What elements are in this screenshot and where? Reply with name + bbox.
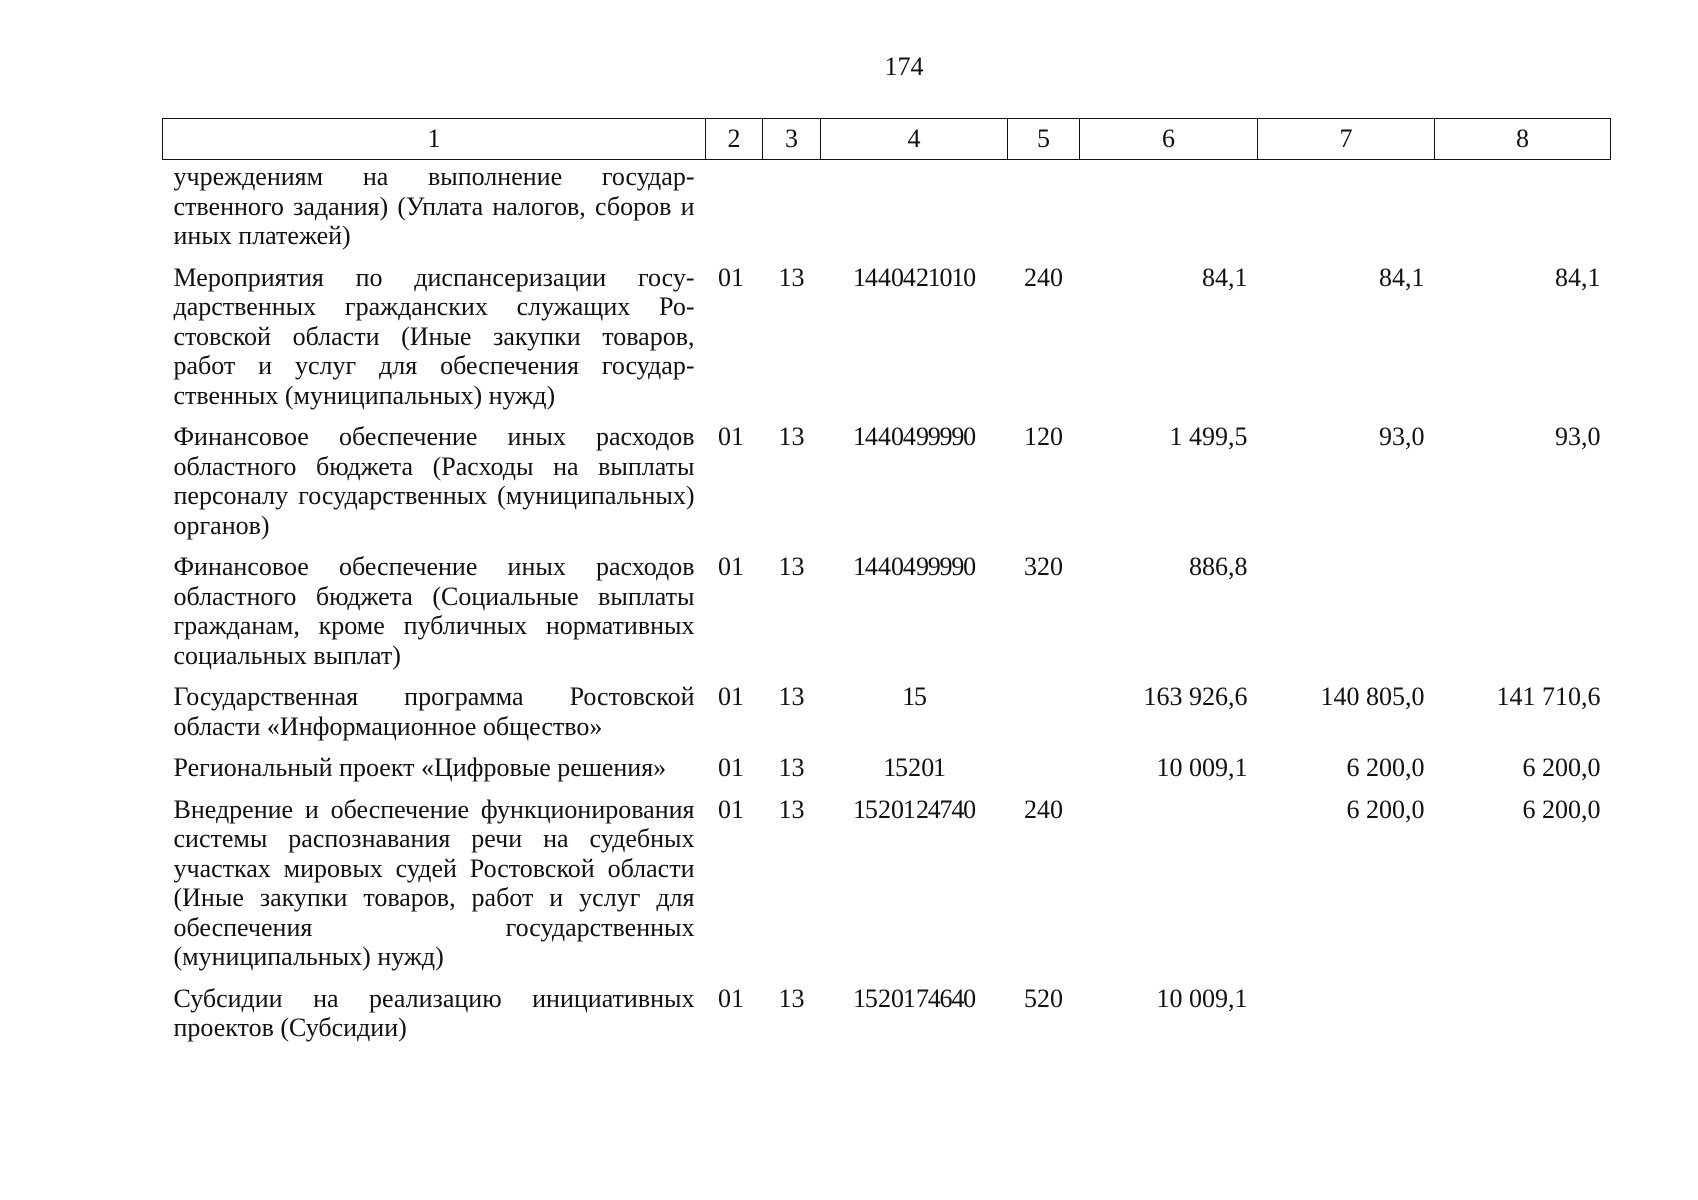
row-spacer [163, 251, 1611, 263]
row-spacer [163, 540, 1611, 552]
amount-col8: 141 710,6 [1496, 682, 1601, 711]
subsection-code: 13 [778, 753, 805, 782]
row-description: Субсидии на реализацию инициативных проектов (Субсидии) [173, 983, 695, 1042]
subsection-code: 13 [778, 552, 805, 581]
target-item-code: 15 2 01 74640 [853, 983, 975, 1013]
amount-col7 [1258, 160, 1435, 251]
column-header: 5 [1008, 119, 1080, 160]
table-row [163, 795, 1611, 972]
amount-col6: 1 499,5 [1169, 422, 1248, 451]
amount-col8: 6 200,0 [1522, 753, 1601, 782]
section-code: 01 [718, 552, 744, 581]
expense-type-code: 320 [1024, 552, 1063, 581]
subsection-code: 13 [778, 682, 805, 711]
row-spacer [163, 783, 1611, 795]
subsection-code: 13 [778, 262, 805, 292]
column-header: 7 [1258, 119, 1435, 160]
target-item-code [821, 160, 1008, 251]
amount-col7 [1258, 984, 1435, 1043]
row-spacer [163, 670, 1611, 682]
spacer-cell [163, 410, 1611, 422]
column-header: 2 [706, 119, 763, 160]
row-description: Государственная программа Ростовской области «Информационное общество» [173, 682, 695, 741]
subsection-code [763, 160, 821, 251]
section-code [706, 160, 763, 251]
table-row [163, 682, 1611, 741]
target-item-code: 14 4 04 99990 [853, 552, 975, 581]
expense-type-code [1008, 160, 1080, 251]
amount-col6: 10 009,1 [1156, 753, 1248, 782]
expense-type-code [1008, 753, 1080, 783]
amount-col6: 886,8 [1189, 552, 1248, 581]
column-header: 3 [763, 119, 821, 160]
spacer-cell [163, 670, 1611, 682]
amount-col6: 163 926,6 [1143, 682, 1248, 711]
section-code: 01 [718, 983, 744, 1013]
section-code: 01 [718, 753, 744, 782]
amount-col6 [1080, 160, 1258, 251]
column-header: 4 [821, 119, 1008, 160]
spacer-cell [163, 972, 1611, 984]
row-description: Мероприятия по диспансеризации государственных гражданских служащих Ростовской области (Иные закупки товаров, работ и услуг для обеспечения государственных (муниципальных) нужд) [173, 262, 695, 410]
amount-col7: 6 200,0 [1346, 794, 1425, 824]
section-code: 01 [718, 262, 744, 292]
amount-col8: 6 200,0 [1522, 794, 1601, 824]
spacer-cell [163, 741, 1611, 753]
column-header-row [163, 119, 1611, 160]
target-item-code: 15 2 01 24740 [853, 794, 975, 824]
section-code: 01 [718, 422, 744, 451]
spacer-cell [163, 783, 1611, 795]
spacer-cell [163, 540, 1611, 552]
amount-col7: 93,0 [1379, 422, 1425, 451]
page-number: 174 [884, 52, 924, 81]
subsection-code: 13 [778, 794, 805, 824]
expense-type-code: 240 [1024, 794, 1063, 824]
amount-col8: 84,1 [1555, 262, 1601, 292]
row-description: Региональный проект «Цифровые решения» [173, 753, 667, 782]
expense-type-code: 120 [1024, 422, 1063, 451]
amount-col7 [1258, 552, 1435, 670]
amount-col7: 140 805,0 [1320, 682, 1425, 711]
row-description: учреждениям на выполнение государственного задания) (Уплата налогов, сборов и иных платежей) [173, 162, 695, 250]
spacer-cell [163, 251, 1611, 263]
expense-type-code [1008, 682, 1080, 741]
column-header: 8 [1435, 119, 1611, 160]
row-spacer [163, 410, 1611, 422]
table-row [163, 984, 1611, 1043]
row-description: Внедрение и обеспечение функционирования системы распознавания речи на судебных участках мировых судей Ростовской области (Иные закупки товаров, работ и услуг для обеспечения государственных (муниципальных) нужд) [173, 794, 695, 971]
amount-col8 [1435, 552, 1611, 670]
amount-col7: 84,1 [1379, 262, 1425, 292]
target-item-code: 15 [902, 682, 926, 711]
target-item-code: 14 4 04 21010 [853, 262, 975, 292]
table-row [163, 552, 1611, 670]
table-row [163, 160, 1611, 251]
expense-type-code: 240 [1024, 262, 1063, 292]
target-item-code: 15 2 01 [883, 753, 945, 782]
budget-table [162, 118, 1611, 1043]
table-row [163, 263, 1611, 411]
expense-type-code: 520 [1024, 983, 1063, 1013]
row-description: Финансовое обеспечение иных расходов областного бюджета (Социальные выплаты гражданам, кроме публичных нормативных социальных выплат) [173, 552, 695, 670]
amount-col6: 84,1 [1202, 262, 1248, 292]
row-spacer [163, 741, 1611, 753]
table-row [163, 422, 1611, 540]
row-spacer [163, 972, 1611, 984]
amount-col6: 10 009,1 [1156, 983, 1248, 1013]
section-code: 01 [718, 794, 744, 824]
column-header: 6 [1080, 119, 1258, 160]
amount-col8: 93,0 [1555, 422, 1601, 451]
amount-col7: 6 200,0 [1346, 753, 1425, 782]
amount-col8 [1435, 984, 1611, 1043]
row-description: Финансовое обеспечение иных расходов областного бюджета (Расходы на выплаты персоналу государственных (муниципальных) органов) [173, 422, 695, 540]
section-code: 01 [718, 682, 744, 711]
subsection-code: 13 [778, 422, 805, 451]
amount-col6 [1080, 795, 1258, 972]
subsection-code: 13 [778, 983, 805, 1013]
target-item-code: 14 4 04 99990 [853, 422, 975, 451]
column-header: 1 [163, 119, 706, 160]
amount-col8 [1435, 160, 1611, 251]
table-row [163, 753, 1611, 783]
